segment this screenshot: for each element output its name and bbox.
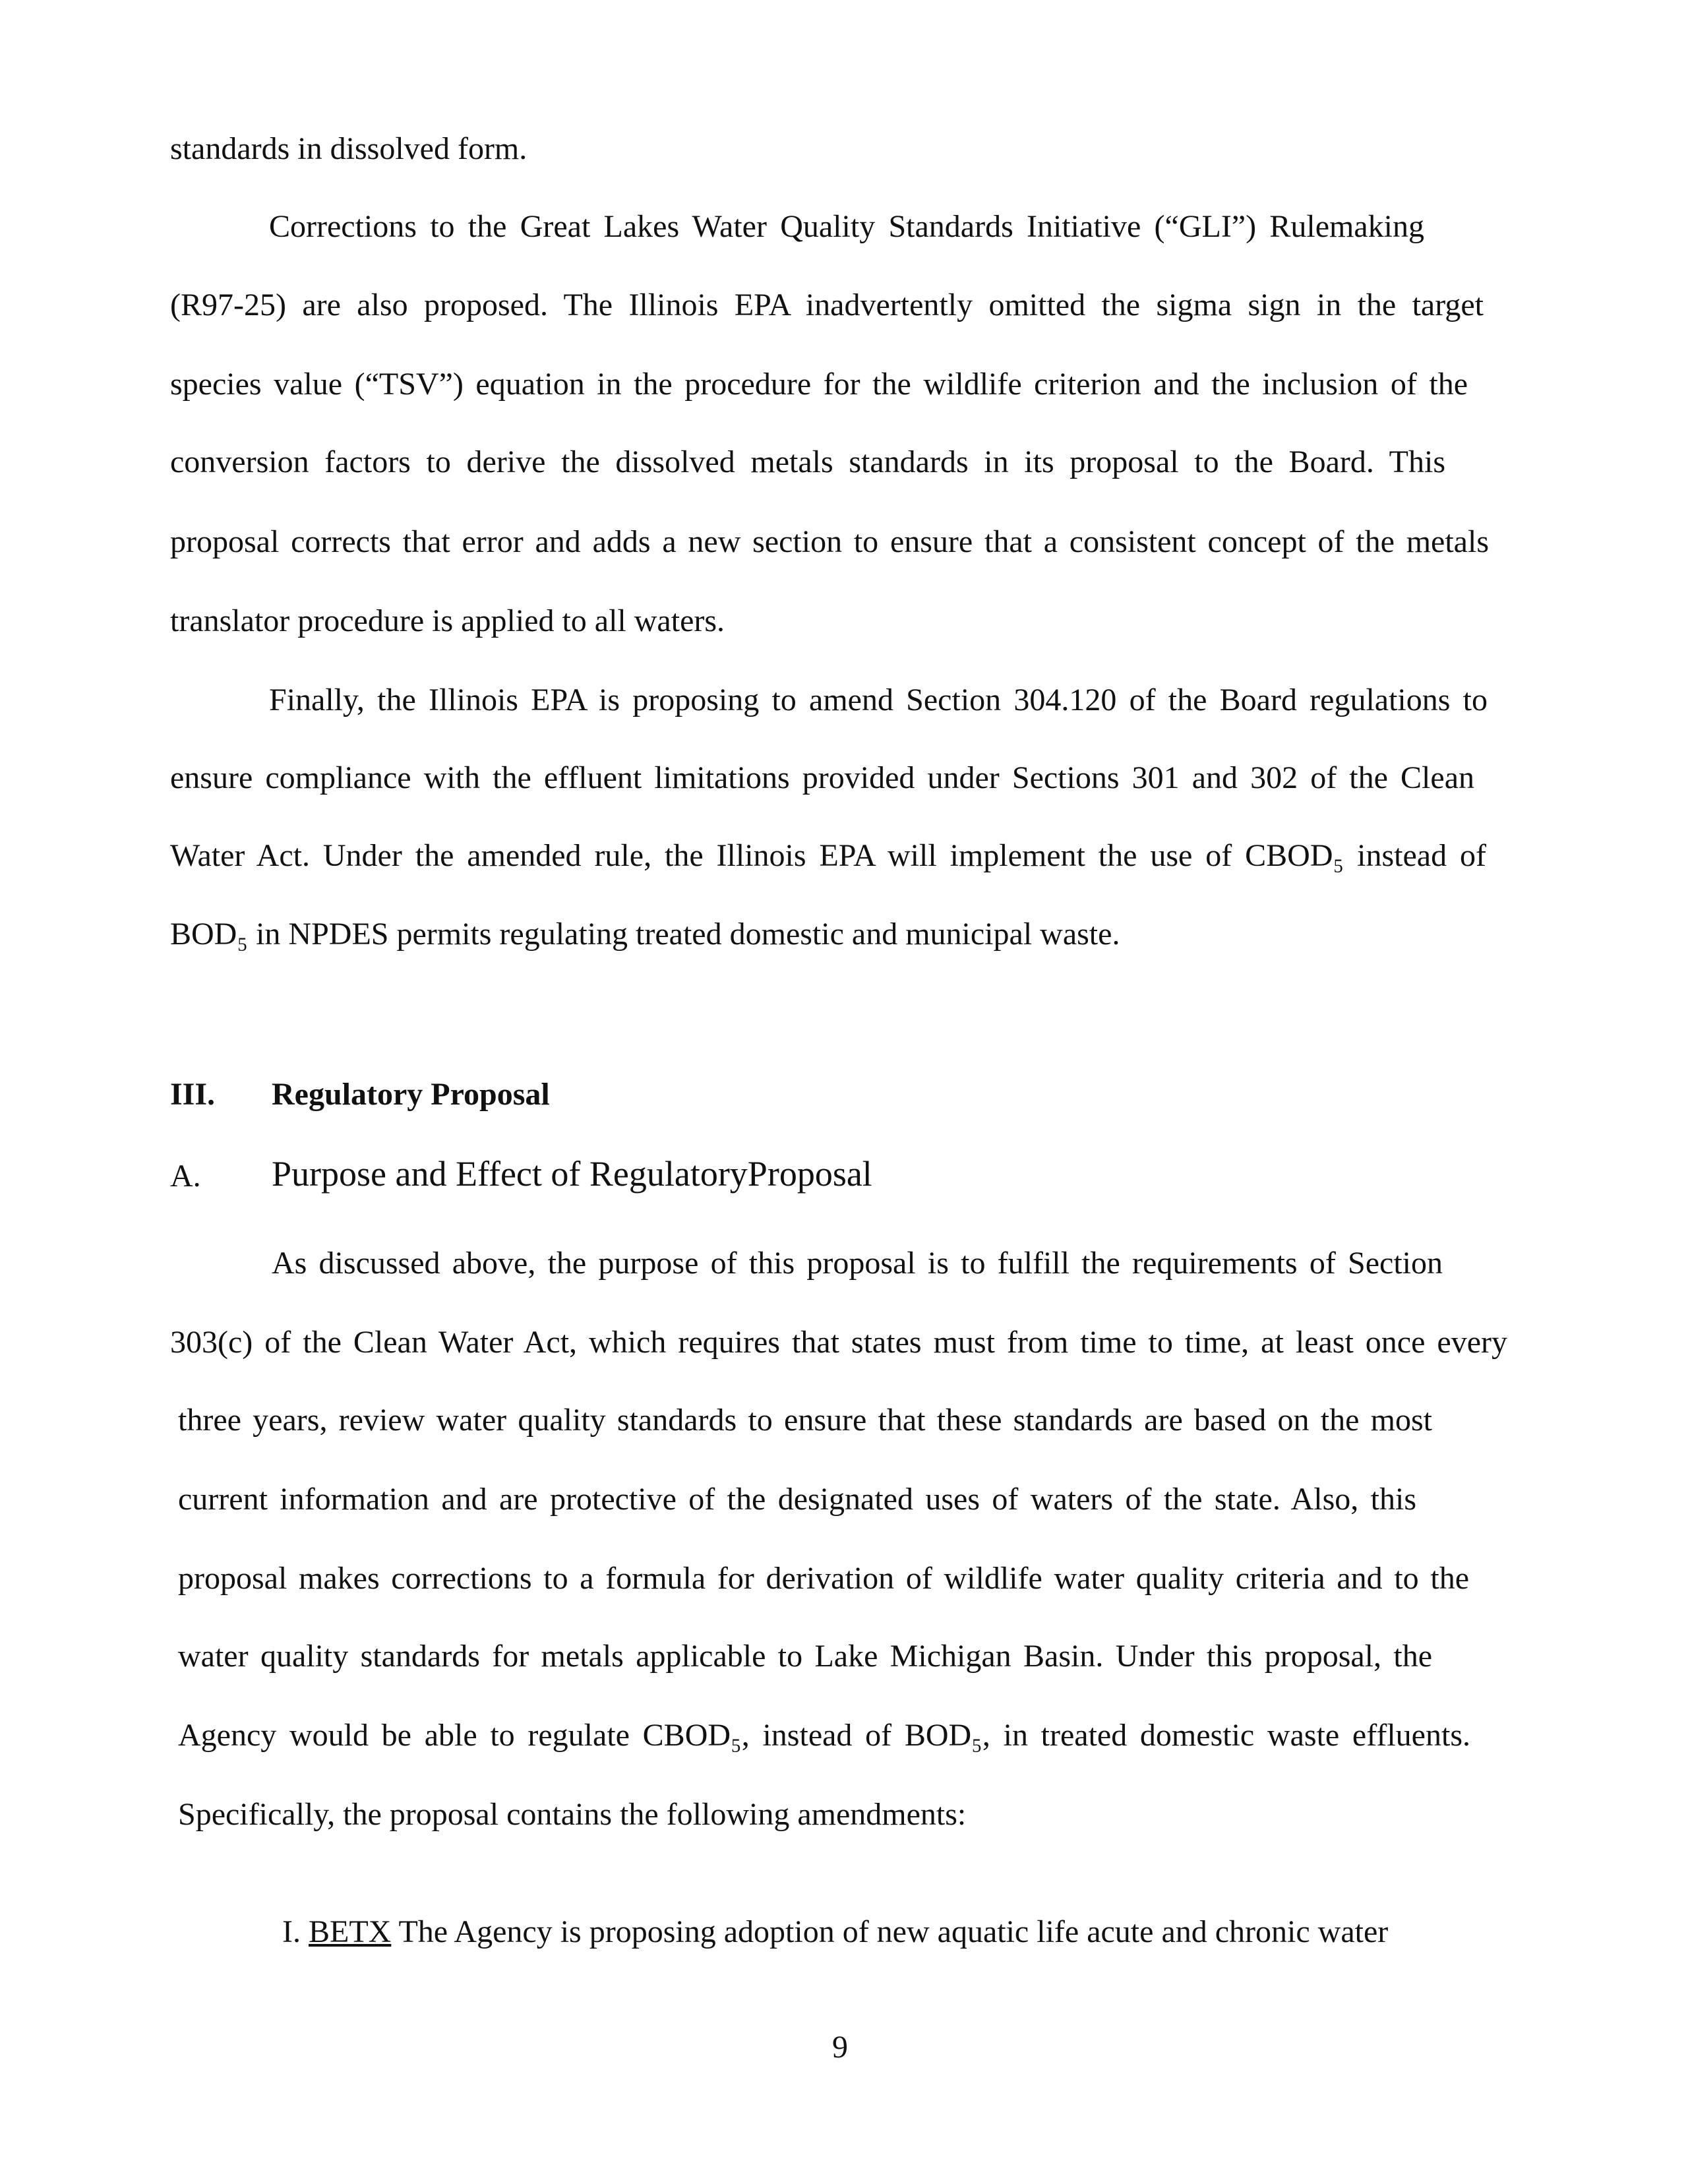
text-line: standards in dissolved form. <box>170 131 528 166</box>
text-line: translator procedure is applied to all waters. <box>170 603 725 638</box>
list-item <box>282 1912 1388 1952</box>
text-line: Corrections to the Great Lakes Water Quality Standards Initiative (“GLI”) Rulemaking <box>269 209 1424 244</box>
text-line: Specifically, the proposal contains the following amendments: <box>178 1797 967 1832</box>
text-line: proposal makes corrections to a formula for derivation of wildlife water quality criteria and to the <box>178 1561 1469 1596</box>
text-line: As discussed above, the purpose of this proposal is to fulfill the requirements of Section <box>272 1246 1443 1281</box>
text-line: current information and are protective of the designated uses of waters of the state. Also, this <box>178 1482 1416 1517</box>
text-line: conversion factors to derive the dissolved metals standards in its proposal to the Board. This <box>170 444 1445 479</box>
text-line: ensure compliance with the effluent limitations provided under Sections 301 and 302 of the Clean <box>170 760 1474 795</box>
section-heading: Regulatory Proposal <box>272 1077 550 1112</box>
text-line: water quality standards for metals applicable to Lake Michigan Basin. Under this proposal, the <box>178 1639 1432 1674</box>
list-item-number: I. <box>282 1914 301 1949</box>
text-line: Water Act. Under the amended rule, the Illinois EPA will implement the use of CBOD₅ instead of <box>170 838 1486 873</box>
section-number: III. <box>170 1077 216 1112</box>
text-line: Finally, the Illinois EPA is proposing to amend Section 304.120 of the Board regulations to <box>269 682 1488 717</box>
list-item-term: BETX <box>308 1914 392 1949</box>
text-line: (R97-25) are also proposed. The Illinois EPA inadvertently omitted the sigma sign in the target <box>170 288 1484 322</box>
text-line: BOD₅ in NPDES permits regulating treated domestic and municipal waste. <box>170 917 1120 952</box>
text-line: species value (“TSV”) equation in the procedure for the wildlife criterion and the inclusion of the <box>170 367 1468 402</box>
text-line: 303(c) of the Clean Water Act, which requires that states must from time to time, at least once every <box>170 1325 1507 1360</box>
text-line: three years, review water quality standards to ensure that these standards are based on the most <box>178 1403 1432 1438</box>
text-line: proposal corrects that error and adds a new section to ensure that a consistent concept of the metals <box>170 524 1489 559</box>
text-line: Agency would be able to regulate CBOD₅, instead of BOD₅, in treated domestic waste effluents. <box>178 1718 1470 1753</box>
list-item-text: The Agency is proposing adoption of new aquatic life acute and chronic water <box>391 1914 1389 1949</box>
subsection-heading: Purpose and Effect of RegulatoryProposal <box>272 1154 872 1194</box>
subsection-letter: A. <box>170 1159 201 1194</box>
page-number: 9 <box>832 2030 848 2065</box>
